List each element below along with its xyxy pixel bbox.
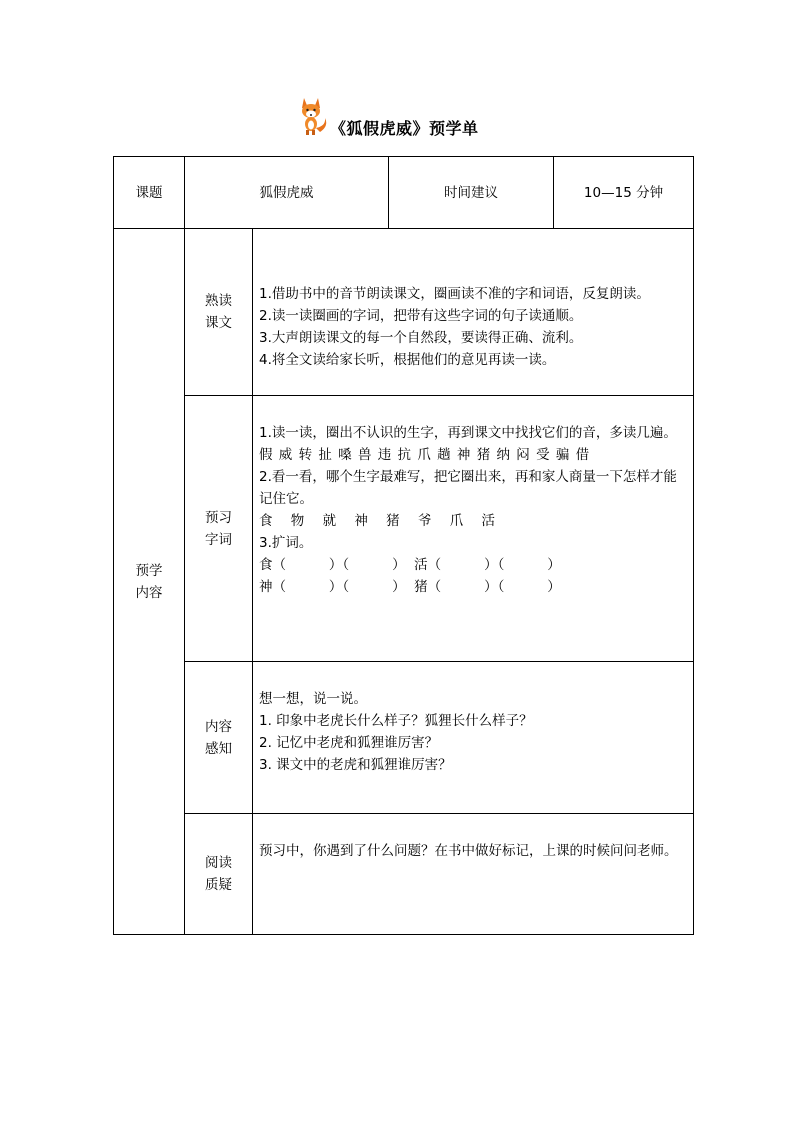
reading-content: [253, 229, 694, 396]
words-task-2: 2.看一看，哪个生字最难写，把它圈出来，再和家人商量一下怎样才能记住它。: [259, 469, 677, 507]
questions-text: 预习中，你遇到了什么问题？在书中做好标记，上课的时候问问老师。: [259, 843, 678, 859]
words-task-3: 3.扩词。: [259, 535, 313, 551]
expand-line-2: 神（ ）（ ） 猪（ ）（ ）: [259, 579, 561, 595]
header-row: [114, 157, 694, 229]
section-label-line1: 预学: [135, 562, 163, 579]
understanding-q2: 2. 记忆中老虎和狐狸谁厉害？: [259, 735, 439, 751]
questions-label: 阅读 质疑: [185, 814, 253, 935]
preview-sheet-table: [113, 156, 694, 935]
reading-item-4: 4.将全文读给家长听，根据他们的意见再读一读。: [259, 352, 556, 368]
time-label: 时间建议: [389, 157, 554, 229]
reading-label: 熟读 课文: [185, 229, 253, 396]
understanding-intro: 想一想，说一说。: [259, 691, 367, 707]
words-label: 预习 字词: [185, 396, 253, 662]
understanding-q1: 1. 印象中老虎长什么样子？狐狸长什么样子？: [259, 713, 533, 729]
understanding-content: [253, 662, 694, 814]
words-task-1: 1.读一读，圈出不认识的生字，再到课文中找找它们的音，多读几遍。: [259, 425, 677, 441]
fox-icon: [296, 96, 330, 136]
reading-row: [114, 229, 694, 396]
lesson-value: 狐假虎威: [185, 157, 389, 229]
words-content: [253, 396, 694, 662]
reading-item-1: 1.借助书中的音节朗读课文，圈画读不准的字和词语，反复朗读。: [259, 286, 650, 302]
lesson-label: 课题: [114, 157, 185, 229]
questions-row: [114, 814, 694, 935]
understanding-q3: 3. 课文中的老虎和狐狸谁厉害？: [259, 757, 452, 773]
reading-item-3: 3.大声朗读课文的每一个自然段，要读得正确、流利。: [259, 330, 583, 346]
questions-content: [253, 814, 694, 935]
section-label-line2: 内容: [135, 584, 163, 601]
words-row: [114, 396, 694, 662]
expand-line-1: 食（ ）（ ） 活（ ）（ ）: [259, 557, 561, 573]
page-title: 《狐假虎威》预学单: [330, 119, 479, 138]
reading-item-2: 2.读一读圈画的字词，把带有这些字词的句子读通顺。: [259, 308, 583, 324]
understanding-label: 内容 感知: [185, 662, 253, 814]
new-chars-list: 假 威 转 扯 嗓 兽 违 抗 爪 趟 神 猪 纳 闷 受 骗 借: [259, 447, 590, 463]
hard-chars-list: 食 物 就 神 猪 爷 爪 活: [259, 513, 496, 529]
title-area: [0, 96, 794, 140]
section-label: [114, 229, 185, 935]
time-value: 10—15 分钟: [554, 157, 694, 229]
understanding-row: [114, 662, 694, 814]
